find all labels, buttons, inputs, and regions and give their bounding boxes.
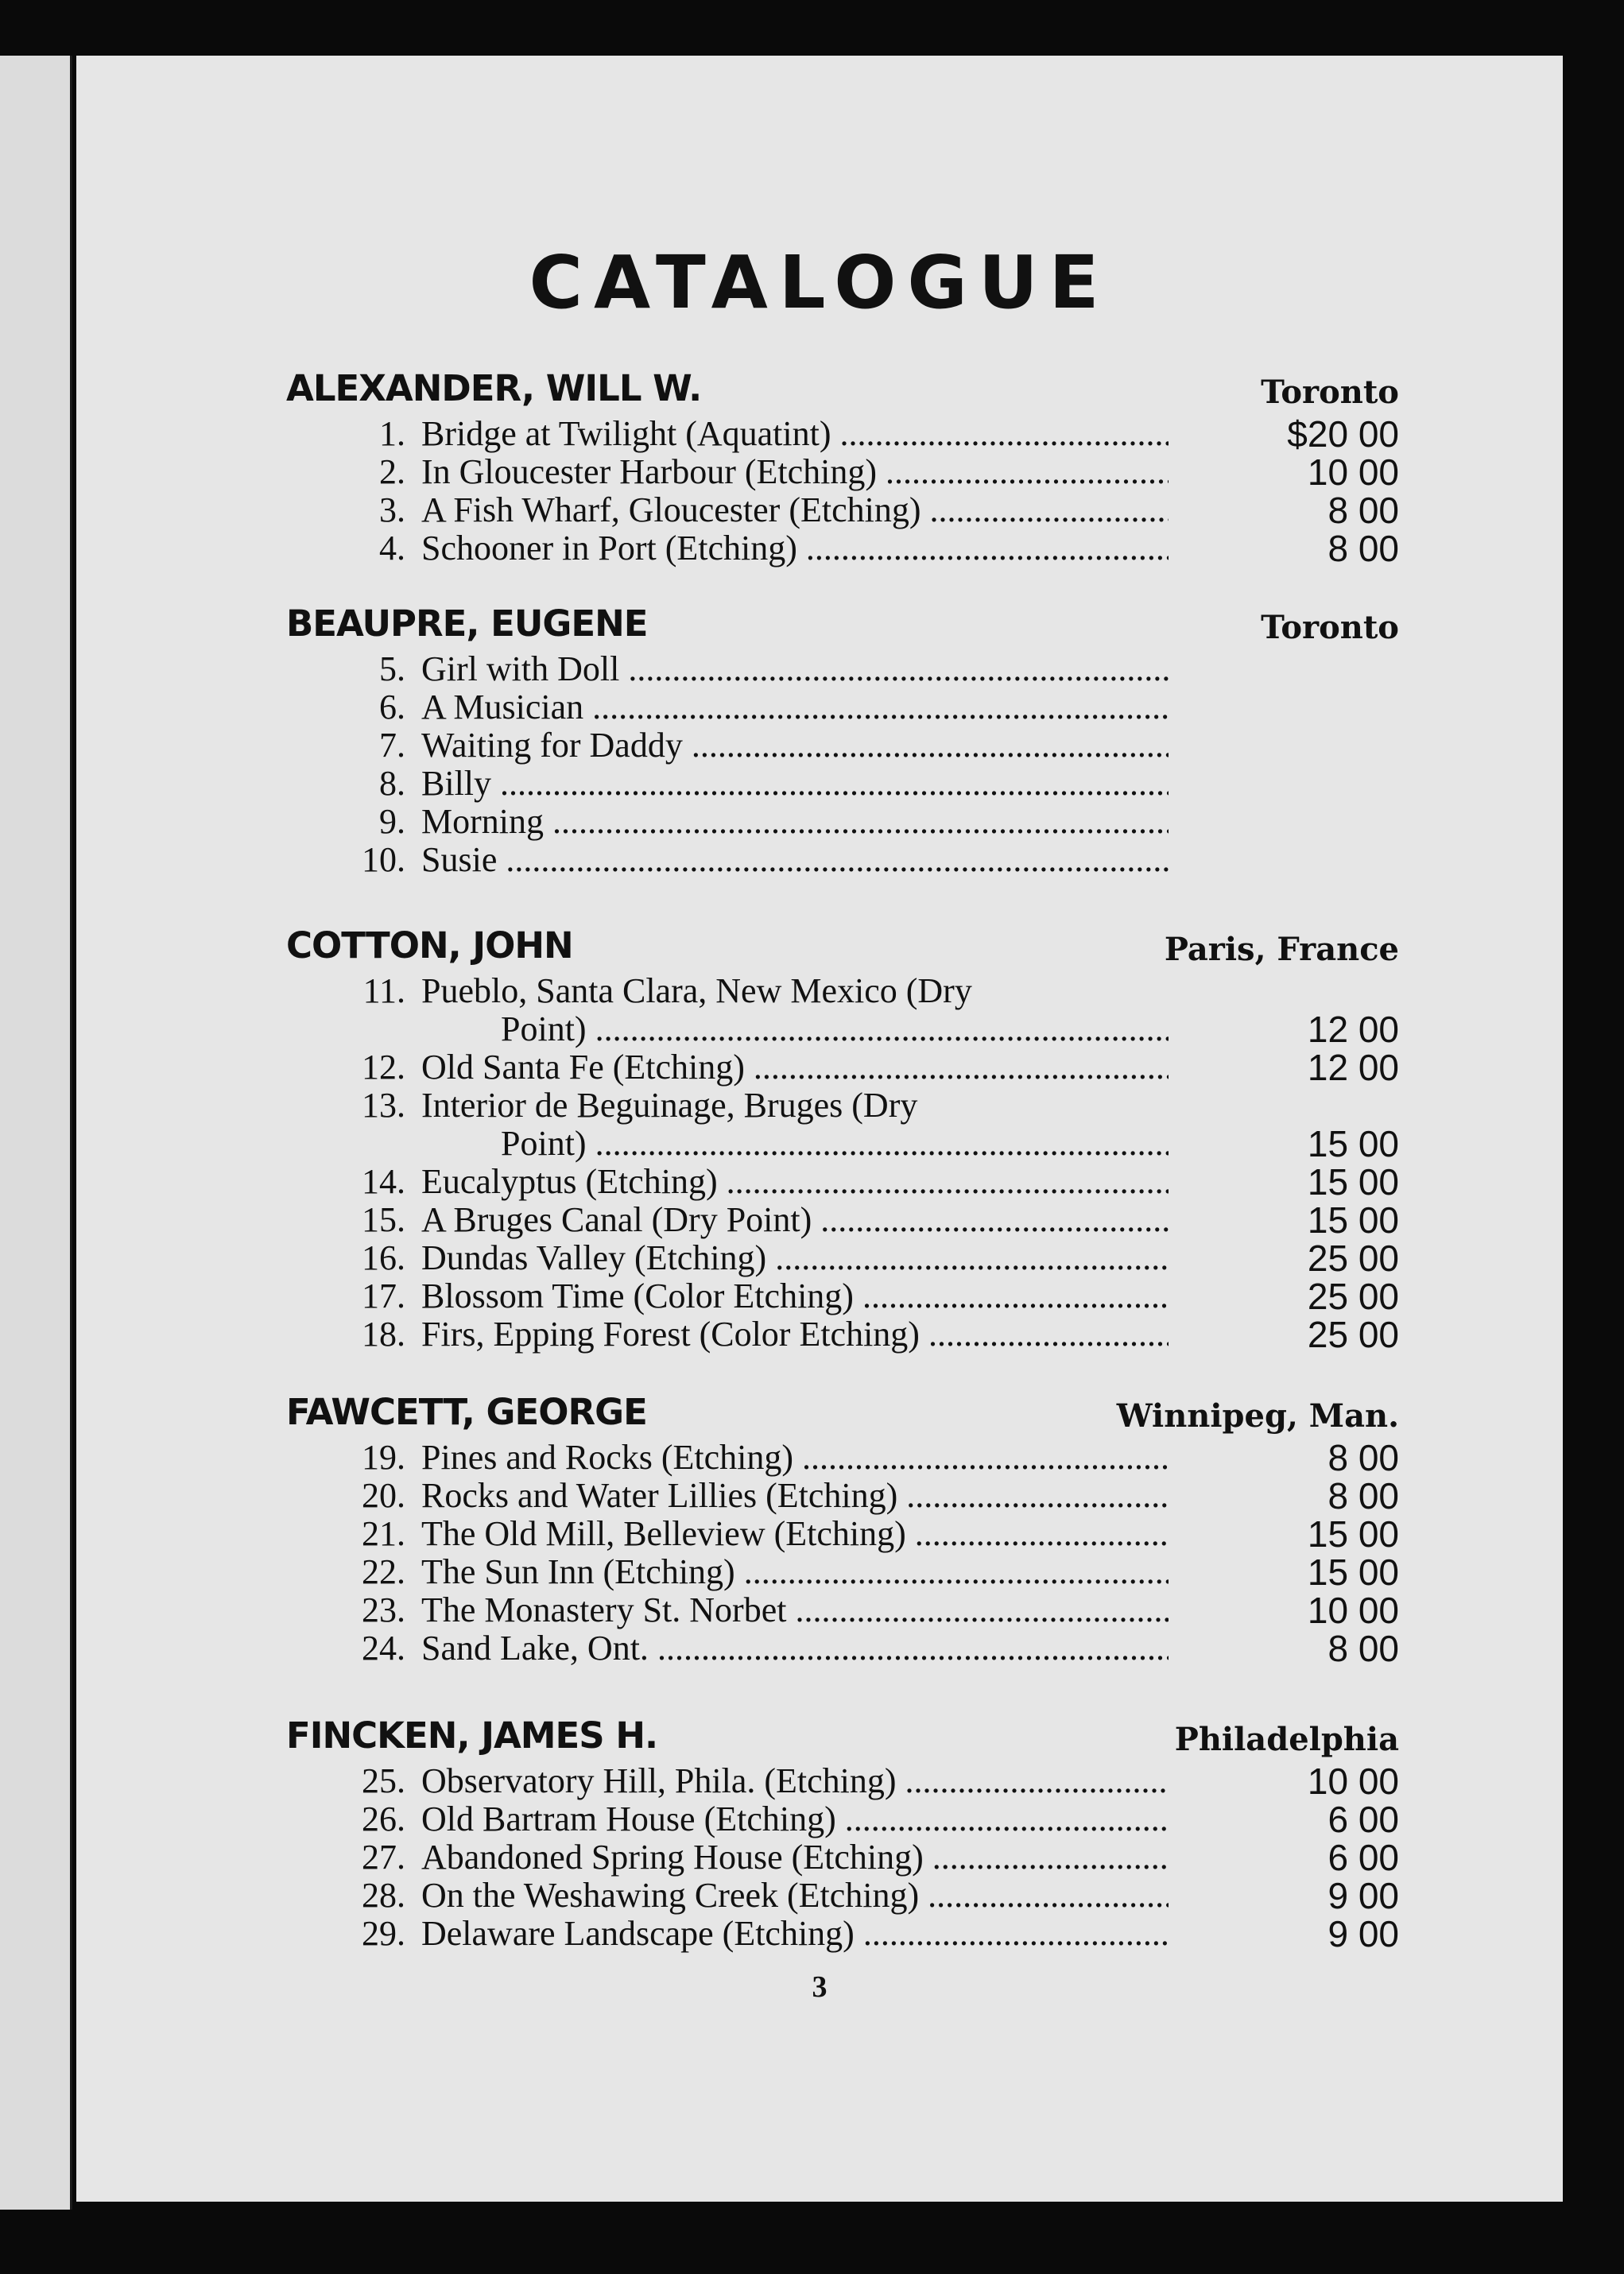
artwork-item [286, 1838, 1399, 1877]
artwork-list [286, 1762, 1399, 1953]
artwork-item [286, 841, 1399, 879]
item-number: 9. [379, 802, 405, 841]
artwork-item [286, 1048, 1399, 1087]
artist-section [286, 1391, 1399, 1668]
artwork-list [286, 650, 1399, 879]
item-number: 16. [362, 1238, 405, 1277]
item-number: 7. [379, 726, 405, 765]
item-title-continuation: Point) ..... [501, 1125, 1169, 1163]
artwork-item [286, 688, 1399, 726]
artwork-item [286, 1800, 1399, 1838]
item-number: 20. [362, 1476, 405, 1515]
item-number: 15. [362, 1200, 405, 1239]
artist-city: Toronto [1261, 609, 1399, 646]
artwork-item [286, 1163, 1399, 1201]
item-title: Morning ..... [421, 803, 1169, 841]
item-number: 19. [362, 1438, 405, 1477]
item-price: 15 00 [1307, 1161, 1399, 1203]
item-price: 25 00 [1307, 1314, 1399, 1355]
item-number: 22. [362, 1552, 405, 1591]
artwork-item [286, 1877, 1399, 1915]
item-number: 6. [379, 688, 405, 726]
artist-name: BEAUPRE, EUGENE [286, 602, 648, 645]
item-number: 10. [362, 840, 405, 879]
artist-section [286, 602, 1399, 879]
item-price: 6 00 [1327, 1837, 1399, 1878]
artist-city: Toronto [1261, 374, 1399, 411]
artwork-item [286, 803, 1399, 841]
item-number: 23. [362, 1590, 405, 1629]
item-title: Observatory Hill, Phila. (Etching) ..... [421, 1762, 1169, 1800]
item-title: A Bruges Canal (Dry Point) ..... [421, 1201, 1169, 1239]
artwork-item [286, 1477, 1399, 1515]
item-price: 8 00 [1327, 528, 1399, 569]
item-price: 8 00 [1327, 490, 1399, 531]
artwork-item [286, 726, 1399, 765]
artwork-item [286, 415, 1399, 453]
item-number: 5. [379, 649, 405, 688]
artwork-item [286, 1553, 1399, 1591]
item-price: 15 00 [1307, 1552, 1399, 1593]
artist-name: COTTON, JOHN [286, 924, 573, 967]
item-title: Interior de Beguinage, Bruges (Dry [421, 1087, 918, 1125]
item-number: 14. [362, 1162, 405, 1201]
item-title: Schooner in Port (Etching) ..... [421, 529, 1169, 568]
item-number: 13. [362, 1086, 405, 1125]
artwork-item [286, 1762, 1399, 1800]
page-title: CATALOGUE [529, 240, 1110, 325]
item-number: 11. [362, 971, 405, 1010]
artwork-item [286, 1087, 1399, 1163]
artwork-list [286, 1439, 1399, 1668]
artwork-item [286, 650, 1399, 688]
item-price: 25 00 [1307, 1238, 1399, 1279]
item-title: A Musician ..... [421, 688, 1169, 726]
item-title: Bridge at Twilight (Aquatint) ..... [421, 415, 1169, 453]
artwork-item [286, 1201, 1399, 1239]
item-number: 26. [362, 1799, 405, 1838]
item-title: Billy ..... [421, 765, 1169, 803]
item-title: Susie ..... [421, 841, 1169, 879]
artwork-item [286, 1277, 1399, 1315]
item-number: 2. [379, 452, 405, 491]
item-title: Blossom Time (Color Etching) ..... [421, 1277, 1169, 1315]
item-price: 10 00 [1307, 451, 1399, 493]
item-number: 12. [362, 1048, 405, 1087]
item-price: 15 00 [1307, 1513, 1399, 1555]
artwork-item [286, 1915, 1399, 1953]
item-title: The Monastery St. Norbet ..... [421, 1591, 1169, 1629]
item-title: The Sun Inn (Etching) ..... [421, 1553, 1169, 1591]
item-title: Old Bartram House (Etching) ..... [421, 1800, 1169, 1838]
item-title: Old Santa Fe (Etching) ..... [421, 1048, 1169, 1087]
item-price: 10 00 [1307, 1761, 1399, 1802]
item-price: 8 00 [1327, 1437, 1399, 1478]
item-price: 12 00 [1307, 1009, 1399, 1050]
catalogue-page [76, 56, 1563, 2202]
item-number: 29. [362, 1914, 405, 1953]
item-price: 25 00 [1307, 1276, 1399, 1317]
artwork-item [286, 1439, 1399, 1477]
artwork-item [286, 1591, 1399, 1629]
item-title: A Fish Wharf, Gloucester (Etching) ..... [421, 491, 1169, 529]
item-title: In Gloucester Harbour (Etching) ..... [421, 453, 1169, 491]
item-title: Firs, Epping Forest (Color Etching) ..... [421, 1315, 1169, 1354]
artwork-list [286, 415, 1399, 568]
item-title: Pueblo, Santa Clara, New Mexico (Dry [421, 972, 972, 1010]
artist-city: Winnipeg, Man. [1116, 1397, 1399, 1435]
item-price: 6 00 [1327, 1799, 1399, 1840]
artist-city: Paris, France [1164, 931, 1399, 968]
item-price: 9 00 [1327, 1875, 1399, 1916]
item-number: 4. [379, 529, 405, 568]
artist-city: Philadelphia [1174, 1721, 1399, 1758]
item-title: Sand Lake, Ont. ..... [421, 1629, 1169, 1668]
item-title: Pines and Rocks (Etching) ..... [421, 1439, 1169, 1477]
artist-section [286, 367, 1399, 568]
item-price: 8 00 [1327, 1628, 1399, 1669]
item-title: Abandoned Spring House (Etching) ..... [421, 1838, 1169, 1877]
item-number: 8. [379, 764, 405, 803]
item-price: 10 00 [1307, 1590, 1399, 1631]
item-number: 18. [362, 1315, 405, 1354]
artwork-item [286, 1239, 1399, 1277]
artist-name: FAWCETT, GEORGE [286, 1391, 647, 1433]
item-title: Girl with Doll ..... [421, 650, 1169, 688]
page-number: 3 [812, 1970, 828, 2004]
item-price: 15 00 [1307, 1123, 1399, 1164]
item-title: On the Weshawing Creek (Etching) ..... [421, 1877, 1169, 1915]
artwork-item [286, 1629, 1399, 1668]
item-number: 28. [362, 1876, 405, 1915]
artist-section [286, 924, 1399, 1354]
item-title: Waiting for Daddy ..... [421, 726, 1169, 765]
item-number: 27. [362, 1838, 405, 1877]
item-title-continuation: Point) ..... [501, 1010, 1169, 1048]
artwork-item [286, 1315, 1399, 1354]
item-title: Delaware Landscape (Etching) ..... [421, 1915, 1169, 1953]
item-title: The Old Mill, Belleview (Etching) ..... [421, 1515, 1169, 1553]
item-price: 8 00 [1327, 1475, 1399, 1517]
left-page-edge [0, 56, 72, 2210]
item-number: 17. [362, 1276, 405, 1315]
item-number: 25. [362, 1761, 405, 1800]
item-title: Dundas Valley (Etching) ..... [421, 1239, 1169, 1277]
item-title: Rocks and Water Lillies (Etching) ..... [421, 1477, 1169, 1515]
artist-name: FINCKEN, JAMES H. [286, 1714, 658, 1757]
item-number: 24. [362, 1629, 405, 1668]
artwork-item [286, 765, 1399, 803]
artwork-item [286, 453, 1399, 491]
artist-section [286, 1714, 1399, 1953]
item-price: 9 00 [1327, 1913, 1399, 1954]
artwork-list [286, 972, 1399, 1354]
artwork-item [286, 972, 1399, 1048]
artist-name: ALEXANDER, WILL W. [286, 367, 702, 409]
artwork-item [286, 529, 1399, 568]
item-price: 12 00 [1307, 1047, 1399, 1088]
item-price: 15 00 [1307, 1199, 1399, 1241]
item-number: 21. [362, 1514, 405, 1553]
item-title: Eucalyptus (Etching) ..... [421, 1163, 1169, 1201]
item-number: 1. [379, 414, 405, 453]
artwork-item [286, 1515, 1399, 1553]
item-price: $20 00 [1287, 413, 1399, 455]
artwork-item [286, 491, 1399, 529]
item-number: 3. [379, 490, 405, 529]
